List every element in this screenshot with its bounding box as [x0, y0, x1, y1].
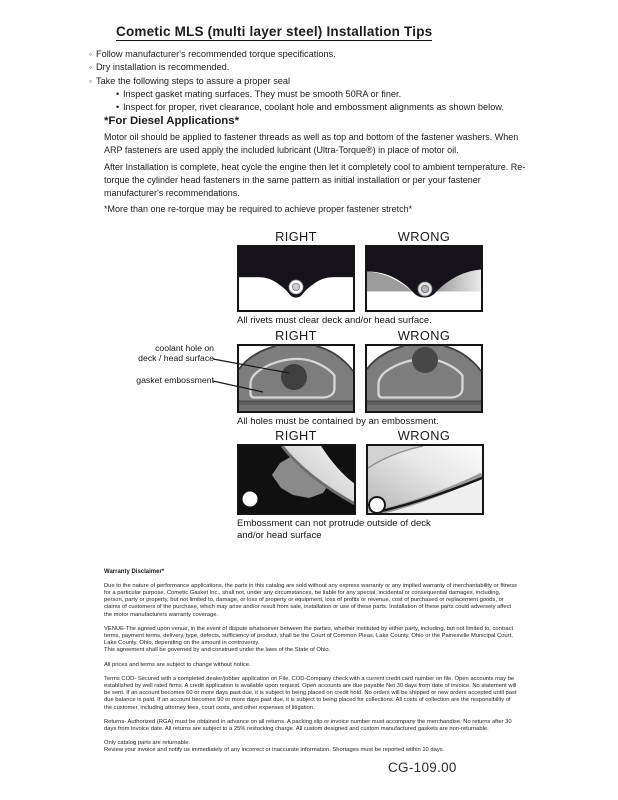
- embossment-caption: Embossment can not protrude outside of deck and/or head surface: [237, 518, 431, 541]
- diagram-panels: [237, 245, 483, 312]
- diesel-paragraph-2: After Installation is complete, heat cycle the engine then let it completely cool to ambient temperature. Re-torque the cylinder head fasteners in the same pattern as initial installation or per your fastener manufacturer's recommendations.: [104, 162, 526, 199]
- tip-text: Take the following steps to assure a proper seal: [96, 75, 291, 86]
- tip-text: Inspect gasket mating surfaces. They must be smooth 50RA or finer.: [123, 88, 402, 99]
- page-title: Cometic MLS (multi layer steel) Installation Tips: [116, 24, 433, 39]
- rivet-wrong-diagram: [365, 245, 483, 312]
- sub-bullet-icon: •: [116, 102, 120, 113]
- disclaimer-paragraph: Only catalog parts are returnable.: [104, 740, 191, 747]
- leader-lines: [205, 340, 305, 400]
- embossment-diagram-row: [237, 428, 484, 541]
- disclaimer-paragraph: Returns- Authorized (RGA) must be obtained in advance on all returns. A packing slip or invoice number must accompany the merchandise. No returns after 30 days from invoice date. All returns are subject to a 25% restocking charge. All custom designed and custom manufactured gaskets are non-returnable.: [104, 718, 512, 732]
- rivet-right-diagram: [237, 245, 355, 312]
- right-label: RIGHT: [275, 328, 317, 343]
- sub-bullet-icon: •: [116, 88, 120, 99]
- diesel-paragraph-1: Motor oil should be applied to fastener threads as well as top and bottom of the fastener washers. When ARP fasteners are used apply the included lubricant (Ultra-Torque®) in place of motor oil.: [104, 132, 519, 156]
- disclaimer-paragraph: Terms COD- Secured with a completed dealer/jobber application on File, COD-Company check with a current credit card number on file. Open accounts may be established by well rated firms. A credit application is available upon request. Open accounts are due payable Net 30 days from date of invoice. No statement will be sent. If an account becomes 60 or more days past due, it is subject to being placed on credit hold. No orders will be shipped or new orders accepted until past due balance is paid. If an account becomes 90 or more days past due, it is subject to being placed for collections. All costs of collection are the responsibility of the customer, including attorney fees, court costs, and other expenses of litigation.: [104, 675, 517, 711]
- embossment-right-diagram: [237, 444, 356, 515]
- list-item: [89, 61, 529, 74]
- rivet-diagram-row: [237, 229, 483, 327]
- coolant-hole-label: coolant hole on deck / head surface: [138, 343, 214, 364]
- tip-text: Follow manufacturer's recommended torque specifications.: [96, 49, 336, 59]
- bullet-icon: ◦: [89, 62, 93, 73]
- list-item: [116, 88, 529, 101]
- diagram-panels: [237, 444, 484, 515]
- page-title-wrap: [116, 23, 432, 41]
- disclaimer-paragraph: All prices and terms are subject to change without notice.: [104, 661, 251, 668]
- rivet-caption: All rivets must clear deck and/or head surface.: [237, 315, 432, 326]
- right-label: RIGHT: [275, 229, 317, 244]
- bullet-icon: ◦: [89, 75, 93, 86]
- installation-tips-list: [89, 48, 529, 114]
- disclaimer-paragraph: This agreement shall be governed by and construed under the laws of the State of Ohio.: [104, 647, 331, 654]
- wrong-label: WRONG: [397, 428, 451, 443]
- gasket-embossment-label: gasket embossment: [136, 375, 214, 385]
- list-item: [89, 75, 529, 88]
- holes-caption: All holes must be contained by an embossment.: [237, 416, 439, 427]
- list-item: [89, 48, 529, 61]
- right-label: RIGHT: [275, 428, 317, 443]
- page-number: CG-109.00: [388, 760, 457, 775]
- list-item: [116, 101, 529, 114]
- tip-text: Inspect for proper, rivet clearance, coolant hole and embossment alignments as shown below.: [123, 102, 504, 113]
- disclaimer-heading: Warranty Disclaimer*: [104, 569, 165, 575]
- disclaimer-paragraph: Due to the nature of performance applications, the parts in this catalog are sold without any express warranty or any implied warranty of merchantability or fitness for a particular purpose. Cometic Gasket Inc., shall not, under any circumstances, be liable for any special, incidental or consequential damages, including, person, party or property, but not limited to, damage, or loss of property or equipment, loss of profits or revenue, cost of purchased or replacement goods, or claims of customers of the purchase, which may arise and/or result from sale, installation or use of these parts. Installation of these parts could adversely affect the motor manufacturers warranty coverage.: [104, 582, 518, 618]
- diesel-heading: *For Diesel Applications*: [104, 115, 240, 127]
- bullet-icon: ◦: [89, 49, 93, 59]
- wrong-label: WRONG: [397, 328, 451, 343]
- diagram-labels: [237, 229, 483, 242]
- warranty-disclaimer: [104, 569, 520, 762]
- wrong-label: WRONG: [397, 229, 451, 244]
- disclaimer-paragraph: Review your invoice and notify us immediately of any incorrect or inaccurate information. Shortages must be reported within 10 days.: [104, 747, 445, 754]
- retorque-note: *More than one re-torque may be required to achieve proper fastener stretch*: [104, 204, 413, 214]
- disclaimer-paragraph: VENUE-The agreed upon venue, in the event of dispute whatsoever between the parties, whether instituted by either party, including, but not limited to, contract terms, payment terms, delivery, type, defects, sufficiency of product, shall be the Court of Common Pleas, Lake County, Ohio or the Painesville Municipal Court, Lake County, Ohio, depending on the amount in controversy.: [104, 625, 514, 647]
- diagram-labels: [237, 428, 484, 441]
- embossment-wrong-diagram: [366, 444, 484, 515]
- coolant-hole-wrong-diagram: [365, 344, 483, 413]
- tip-text: Dry installation is recommended.: [96, 62, 230, 73]
